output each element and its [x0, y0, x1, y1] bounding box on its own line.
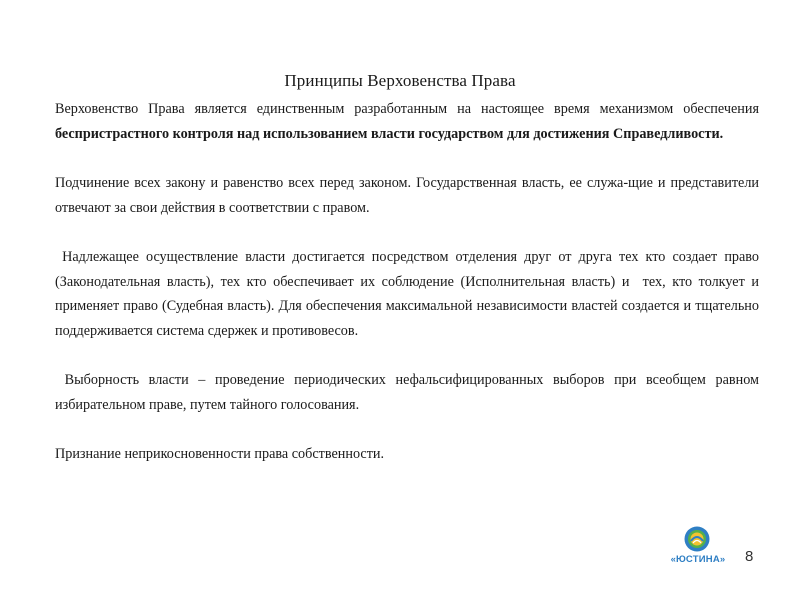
paragraph-property: Признание неприкосновенности права собственности. [55, 446, 385, 462]
slide-body [55, 97, 763, 467]
paragraph-equality: Подчинение всех закону и равенство всех перед законом. Государственная власть, ее служа-щие и представители отвечают за свои действия в соответствии с правом. [55, 175, 759, 216]
page-number: 8 [745, 548, 754, 565]
paragraph-separation-of-powers: Надлежащее осуществление власти достигается посредством отделения друг от друга тех кто создает право (Законодательная власть), тех кто обеспечивает их соблюдение (Исполнительная власть) и тех, кто толкует и применяет право (Судебная власть). Для обеспечения максимальной независимости властей создается и тщательно поддерживается система сдержек и противовесов. [55, 249, 763, 339]
justina-emblem-icon [684, 526, 710, 552]
slide-title: Принципы Верховенства Права [284, 71, 516, 90]
paragraph-rule-of-law [55, 97, 759, 146]
paragraph-rule-of-law-lead: Верховенство Права является единственным разработанным на настоящее время механизмом обеспечения [55, 101, 759, 117]
logo-text: «ЮСТИНА» [670, 554, 726, 565]
justina-logo [660, 526, 736, 568]
paragraph-elections: Выборность власти – проведение периодических нефальсифицированных выборов при всеобщем равном избирательном праве, путем тайного голосования. [55, 372, 763, 413]
paragraph-rule-of-law-bold: беспристрастного контроля над использованием власти государством для достижения Справедливости. [55, 125, 724, 142]
